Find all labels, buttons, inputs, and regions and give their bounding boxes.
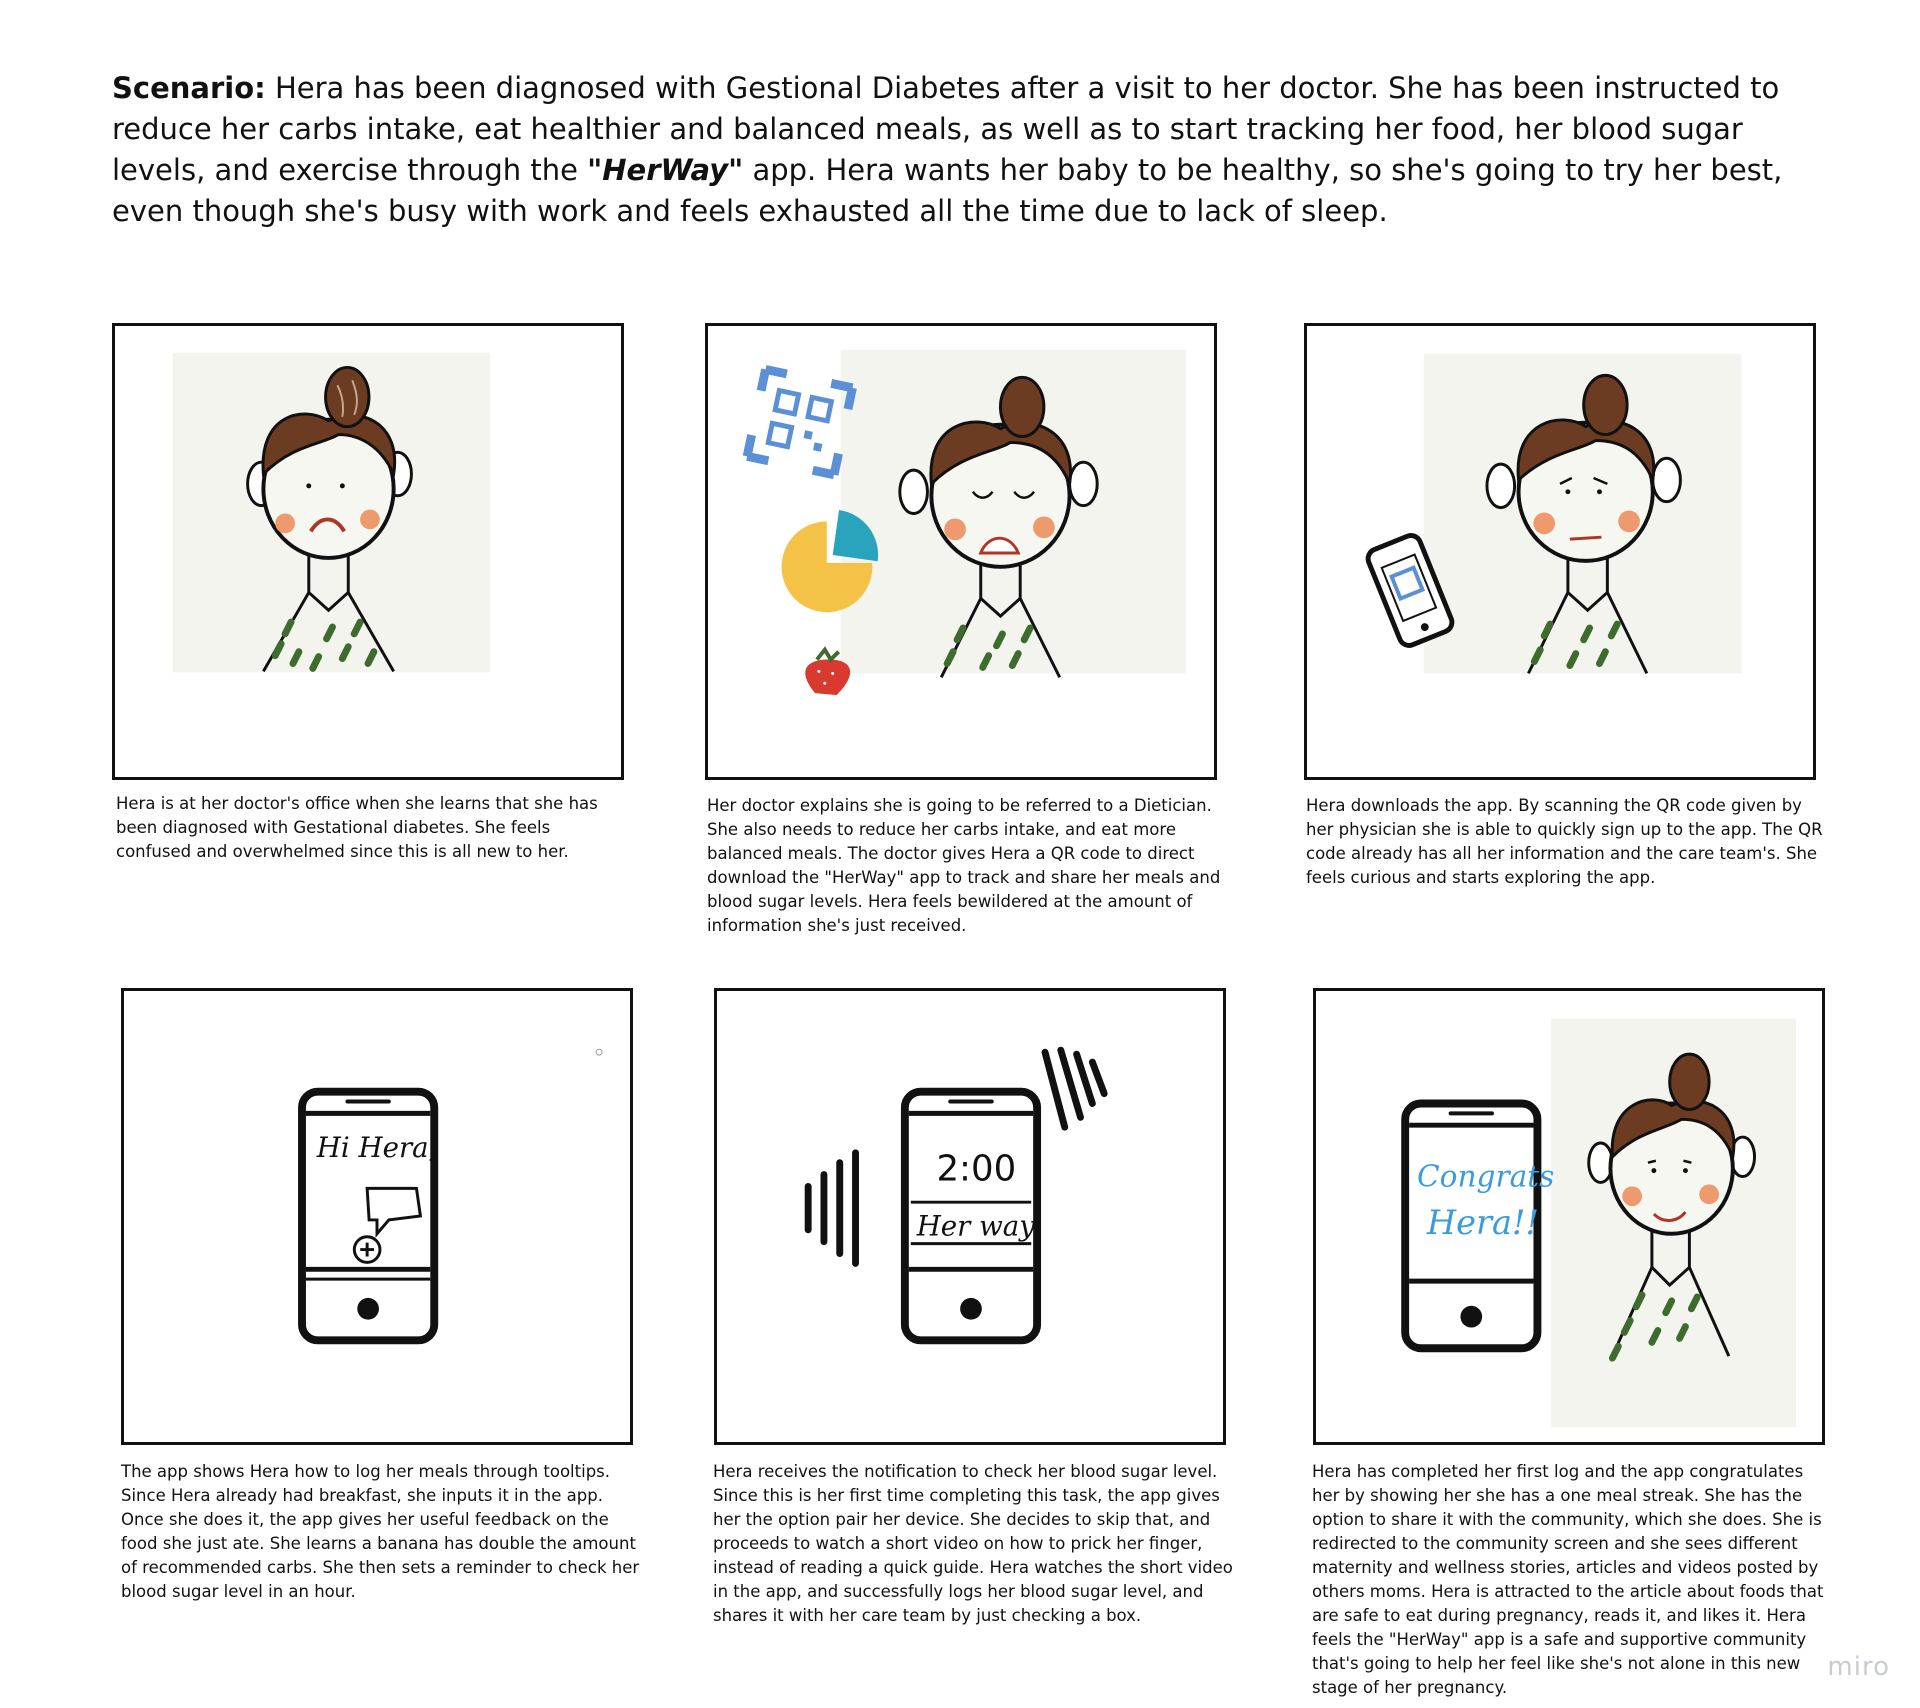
hera-confused-illustration — [115, 326, 621, 777]
storyboard-frame-1 — [112, 323, 624, 780]
phone-greeting: Hi Hera, — [316, 1130, 438, 1164]
storyboard-frame-5 — [714, 988, 1226, 1445]
hera-bewildered-illustration — [708, 326, 1214, 777]
hera-curious-illustration — [1307, 326, 1813, 777]
phone-brand: Her way — [916, 1209, 1035, 1243]
storyboard-frame-6 — [1313, 988, 1825, 1445]
caption-3: Hera downloads the app. By scanning the QR code given by her physician she is able to quickly sign up to the app. The QR code already has all her information and the care team's. She feels curious and starts exploring the app. — [1306, 796, 1823, 887]
congrats-line-2: Hera!! — [1426, 1202, 1539, 1242]
miro-watermark: miro — [1827, 1652, 1890, 1682]
phone-meal-log-illustration — [124, 991, 630, 1442]
storyboard-frame-3 — [1304, 323, 1816, 780]
vibration-lines-right — [1045, 1050, 1104, 1127]
caption-4: The app shows Hera how to log her meals through tooltips. Since Hera already had breakfast, she inputs it in the app. Once she does it, the app gives her useful feedback on the food she just ate. She learns a banana has double the amount of recommended carbs. She then sets a reminder to check her blood sugar level in an hour. — [121, 1462, 640, 1601]
caption-6: Hera has completed her first log and the app congratulates her by showing her she has a one meal streak. She has the option to share it with the community, which she does. She is redirected to the community screen and she sees different maternity and wellness stories, articles and videos posted by others moms. Hera is attracted to the article about foods that are safe to eat during pregnancy, reads it, and likes it. Hera feels the "HerWay" app is a safe and supportive community that's going to help her feel like she's not alone in this new stage of her pregnancy. — [1312, 1462, 1824, 1697]
app-name: "HerWay" — [587, 153, 744, 187]
hera-congrats-illustration — [1316, 991, 1822, 1442]
caption-2: Her doctor explains she is going to be referred to a Dietician. She also needs to reduce her carbs intake, and eat more balanced meals. The doctor gives Hera a QR code to direct download the "HerWay" app to track and share her meals and blood sugar levels. Hera feels bewildered at the amount of information she's just received. — [707, 796, 1221, 935]
storyboard-frame-2 — [705, 323, 1217, 780]
qr-code-icon — [747, 369, 852, 474]
phone-notification-illustration — [717, 991, 1223, 1442]
caption-1: Hera is at her doctor's office when she learns that she has been diagnosed with Gestational diabetes. She feels confused and overwhelmed since this is all new to her. — [116, 794, 598, 861]
vibration-lines-left — [808, 1153, 855, 1264]
caption-5: Hera receives the notification to check her blood sugar level. Since this is her first time completing this task, the app gives her the option pair her device. She decides to skip that, and proceeds to watch a short video on how to prick her finger, instead of reading a quick guide. Hera watches the short video in the app, and successfully logs her blood sugar level, and shares it with her care team by just checking a box. — [713, 1462, 1233, 1625]
scenario-label: Scenario: — [112, 71, 266, 105]
phone-time: 2:00 — [936, 1148, 1017, 1190]
scenario-text: Scenario: Hera has been diagnosed with Gestional Diabetes after a visit to her doctor. She has been instructed to reduce her carbs intake, eat healthier and balanced meals, as well as to start tracking her food, her blood sugar levels, and exercise through the "HerWay" app. Hera wants her baby to be healthy, so she's going to try her best, even though she's busy with work and feels exhausted all the time due to lack of sleep. — [112, 71, 1783, 228]
storyboard-frame-4 — [121, 988, 633, 1445]
congrats-line-1: Congrats — [1417, 1159, 1555, 1194]
